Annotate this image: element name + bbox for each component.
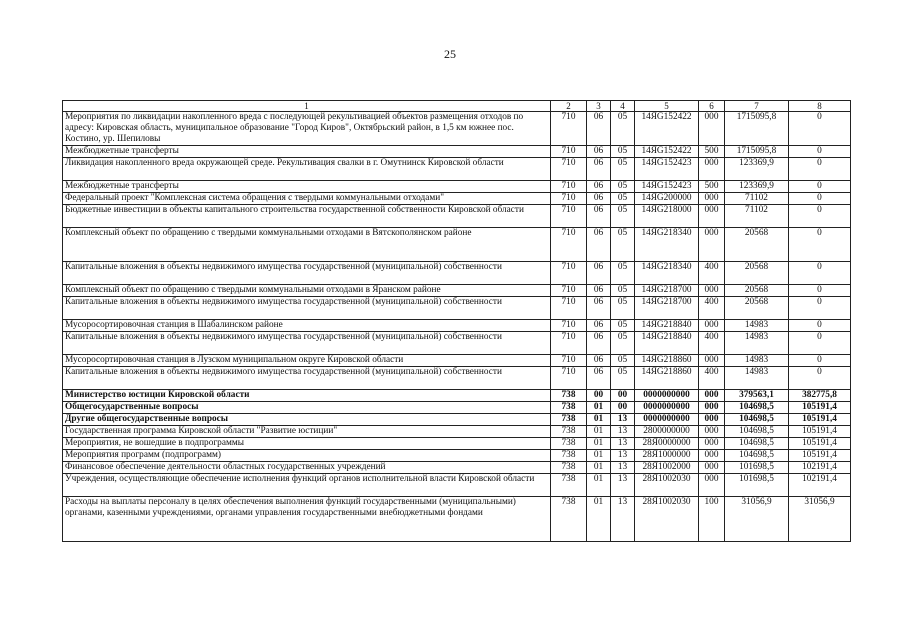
table-row	[63, 402, 851, 414]
subsection-cell: 13	[611, 474, 635, 497]
amount-year1-cell: 20568	[725, 285, 789, 297]
amount-year1-cell: 71102	[725, 205, 789, 228]
table-row	[63, 367, 851, 390]
admin-code-cell: 710	[551, 332, 587, 355]
header-cell: 1	[63, 101, 551, 112]
section-cell: 06	[587, 262, 611, 285]
admin-code-cell: 710	[551, 367, 587, 390]
subsection-cell: 05	[611, 158, 635, 181]
header-row	[63, 101, 851, 112]
name-cell: Капитальные вложения в объекты недвижимого имущества государственной (муниципальной) собственности	[63, 367, 551, 390]
subsection-cell: 05	[611, 228, 635, 262]
subsection-cell: 05	[611, 193, 635, 205]
section-cell: 06	[587, 158, 611, 181]
subsection-cell: 13	[611, 462, 635, 474]
section-cell: 06	[587, 320, 611, 332]
expense-type-cell: 000	[699, 414, 725, 426]
expense-type-cell: 000	[699, 158, 725, 181]
table-row	[63, 193, 851, 205]
expense-type-cell: 000	[699, 285, 725, 297]
target-article-cell: 14ЯG152423	[635, 181, 699, 193]
amount-year2-cell: 0	[789, 181, 851, 193]
header-cell: 7	[725, 101, 789, 112]
table-row	[63, 297, 851, 320]
amount-year1-cell: 71102	[725, 193, 789, 205]
section-cell: 01	[587, 450, 611, 462]
amount-year2-cell: 105191,4	[789, 426, 851, 438]
table-row	[63, 414, 851, 426]
target-article-cell: 14ЯG152423	[635, 158, 699, 181]
subsection-cell: 13	[611, 450, 635, 462]
amount-year2-cell: 102191,4	[789, 462, 851, 474]
subsection-cell: 05	[611, 285, 635, 297]
section-cell: 01	[587, 438, 611, 450]
amount-year2-cell: 0	[789, 367, 851, 390]
target-article-cell: 28Я1002030	[635, 474, 699, 497]
name-cell: Мусоросортировочная станция в Шабалинском районе	[63, 320, 551, 332]
table-row	[63, 438, 851, 450]
table-row	[63, 228, 851, 262]
target-article-cell: 2800000000	[635, 426, 699, 438]
admin-code-cell: 738	[551, 474, 587, 497]
name-cell: Мероприятия, не вошедшие в подпрограммы	[63, 438, 551, 450]
subsection-cell: 05	[611, 262, 635, 285]
amount-year1-cell: 14983	[725, 355, 789, 367]
target-article-cell: 14ЯG218840	[635, 320, 699, 332]
amount-year1-cell: 1715095,8	[725, 112, 789, 146]
amount-year2-cell: 0	[789, 320, 851, 332]
admin-code-cell: 710	[551, 262, 587, 285]
amount-year2-cell: 0	[789, 285, 851, 297]
section-cell: 06	[587, 297, 611, 320]
table-row	[63, 112, 851, 146]
target-article-cell: 28Я1000000	[635, 450, 699, 462]
expense-type-cell: 400	[699, 367, 725, 390]
subsection-cell: 05	[611, 297, 635, 320]
name-cell: Мероприятия программ (подпрограмм)	[63, 450, 551, 462]
table-row	[63, 158, 851, 181]
amount-year1-cell: 104698,5	[725, 414, 789, 426]
subsection-cell: 13	[611, 414, 635, 426]
amount-year1-cell: 20568	[725, 228, 789, 262]
budget-table	[62, 100, 851, 542]
admin-code-cell: 710	[551, 193, 587, 205]
table-row	[63, 426, 851, 438]
name-cell: Федеральный проект "Комплексная система обращения с твердыми коммунальными отходами"	[63, 193, 551, 205]
amount-year1-cell: 104698,5	[725, 426, 789, 438]
target-article-cell: 14ЯG218860	[635, 355, 699, 367]
target-article-cell: 14ЯG152422	[635, 112, 699, 146]
section-cell: 06	[587, 146, 611, 158]
name-cell: Комплексный объект по обращению с твердыми коммунальными отходами в Яранском районе	[63, 285, 551, 297]
table-row	[63, 146, 851, 158]
subsection-cell: 13	[611, 497, 635, 542]
admin-code-cell: 738	[551, 462, 587, 474]
admin-code-cell: 710	[551, 205, 587, 228]
section-cell: 06	[587, 285, 611, 297]
amount-year1-cell: 14983	[725, 320, 789, 332]
amount-year1-cell: 123369,9	[725, 158, 789, 181]
target-article-cell: 14ЯG200000	[635, 193, 699, 205]
admin-code-cell: 710	[551, 158, 587, 181]
name-cell: Мероприятия по ликвидации накопленного вреда с последующей рекультивацией объектов размещения отходов по адресу: Кировская область, муниципальное образование "Город Киров", Октябрьский район, в 1,5 км южнее пос. Костино, ур. Шепиловы	[63, 112, 551, 146]
table-row	[63, 320, 851, 332]
admin-code-cell: 738	[551, 402, 587, 414]
expense-type-cell: 000	[699, 462, 725, 474]
target-article-cell: 14ЯG218860	[635, 367, 699, 390]
name-cell: Межбюджетные трансферты	[63, 181, 551, 193]
expense-type-cell: 000	[699, 205, 725, 228]
name-cell: Финансовое обеспечение деятельности областных государственных учреждений	[63, 462, 551, 474]
subsection-cell: 05	[611, 112, 635, 146]
expense-type-cell: 000	[699, 390, 725, 402]
table-row	[63, 474, 851, 497]
expense-type-cell: 000	[699, 112, 725, 146]
page-number: 25	[444, 47, 456, 61]
amount-year2-cell: 0	[789, 332, 851, 355]
section-cell: 06	[587, 228, 611, 262]
admin-code-cell: 710	[551, 285, 587, 297]
amount-year1-cell: 379563,1	[725, 390, 789, 402]
subsection-cell: 05	[611, 367, 635, 390]
amount-year2-cell: 0	[789, 262, 851, 285]
amount-year1-cell: 101698,5	[725, 474, 789, 497]
name-cell: Комплексный объект по обращению с твердыми коммунальными отходами в Вятскополянском районе	[63, 228, 551, 262]
amount-year2-cell: 102191,4	[789, 474, 851, 497]
table-row	[63, 450, 851, 462]
admin-code-cell: 738	[551, 414, 587, 426]
table-row	[63, 355, 851, 367]
name-cell: Расходы на выплаты персоналу в целях обеспечения выполнения функций государственными (муниципальными) органами, казенными учреждениями, органами управления государственными внебюджетными фондами	[63, 497, 551, 542]
amount-year2-cell: 0	[789, 297, 851, 320]
table-row	[63, 497, 851, 542]
amount-year2-cell: 31056,9	[789, 497, 851, 542]
name-cell: Другие общегосударственные вопросы	[63, 414, 551, 426]
amount-year2-cell: 382775,8	[789, 390, 851, 402]
expense-type-cell: 400	[699, 332, 725, 355]
expense-type-cell: 500	[699, 181, 725, 193]
header-cell: 3	[587, 101, 611, 112]
amount-year1-cell: 31056,9	[725, 497, 789, 542]
amount-year1-cell: 104698,5	[725, 438, 789, 450]
name-cell: Мусоросортировочная станция в Лузском муниципальном округе Кировской области	[63, 355, 551, 367]
amount-year2-cell: 105191,4	[789, 438, 851, 450]
admin-code-cell: 710	[551, 355, 587, 367]
expense-type-cell: 000	[699, 320, 725, 332]
section-cell: 01	[587, 426, 611, 438]
section-cell: 01	[587, 474, 611, 497]
expense-type-cell: 000	[699, 228, 725, 262]
admin-code-cell: 738	[551, 438, 587, 450]
table-row	[63, 390, 851, 402]
admin-code-cell: 738	[551, 497, 587, 542]
subsection-cell: 00	[611, 390, 635, 402]
section-cell: 01	[587, 414, 611, 426]
amount-year1-cell: 20568	[725, 297, 789, 320]
name-cell: Бюджетные инвестиции в объекты капитального строительства государственной собственности Кировской области	[63, 205, 551, 228]
subsection-cell: 05	[611, 205, 635, 228]
admin-code-cell: 710	[551, 181, 587, 193]
target-article-cell: 14ЯG218340	[635, 262, 699, 285]
name-cell: Капитальные вложения в объекты недвижимого имущества государственной (муниципальной) собственности	[63, 297, 551, 320]
subsection-cell: 13	[611, 438, 635, 450]
amount-year1-cell: 123369,9	[725, 181, 789, 193]
target-article-cell: 28Я1002030	[635, 497, 699, 542]
expense-type-cell: 400	[699, 262, 725, 285]
section-cell: 06	[587, 193, 611, 205]
target-article-cell: 28Я0000000	[635, 438, 699, 450]
admin-code-cell: 710	[551, 320, 587, 332]
table-row	[63, 205, 851, 228]
section-cell: 06	[587, 205, 611, 228]
subsection-cell: 13	[611, 426, 635, 438]
header-cell: 5	[635, 101, 699, 112]
name-cell: Межбюджетные трансферты	[63, 146, 551, 158]
target-article-cell: 28Я1002000	[635, 462, 699, 474]
subsection-cell: 05	[611, 355, 635, 367]
expense-type-cell: 000	[699, 402, 725, 414]
table-row	[63, 462, 851, 474]
target-article-cell: 0000000000	[635, 402, 699, 414]
target-article-cell: 14ЯG218700	[635, 297, 699, 320]
section-cell: 01	[587, 462, 611, 474]
admin-code-cell: 738	[551, 390, 587, 402]
expense-type-cell: 000	[699, 450, 725, 462]
header-cell: 6	[699, 101, 725, 112]
section-cell: 06	[587, 355, 611, 367]
name-cell: Общегосударственные вопросы	[63, 402, 551, 414]
subsection-cell: 00	[611, 402, 635, 414]
expense-type-cell: 100	[699, 497, 725, 542]
section-cell: 06	[587, 332, 611, 355]
section-cell: 06	[587, 181, 611, 193]
expense-type-cell: 000	[699, 193, 725, 205]
target-article-cell: 14ЯG218000	[635, 205, 699, 228]
subsection-cell: 05	[611, 181, 635, 193]
admin-code-cell: 710	[551, 112, 587, 146]
admin-code-cell: 738	[551, 426, 587, 438]
expense-type-cell: 000	[699, 355, 725, 367]
header-cell: 4	[611, 101, 635, 112]
header-cell: 8	[789, 101, 851, 112]
name-cell: Государственная программа Кировской области "Развитие юстиции"	[63, 426, 551, 438]
table-row	[63, 285, 851, 297]
expense-type-cell: 000	[699, 474, 725, 497]
section-cell: 06	[587, 112, 611, 146]
amount-year2-cell: 0	[789, 158, 851, 181]
section-cell: 01	[587, 497, 611, 542]
name-cell: Ликвидация накопленного вреда окружающей среде. Рекультивация свалки в г. Омутнинск Кировской области	[63, 158, 551, 181]
name-cell: Учреждения, осуществляющие обеспечение исполнения функций органов исполнительной власти Кировской области	[63, 474, 551, 497]
target-article-cell: 14ЯG218840	[635, 332, 699, 355]
admin-code-cell: 738	[551, 450, 587, 462]
amount-year1-cell: 104698,5	[725, 450, 789, 462]
expense-type-cell: 000	[699, 426, 725, 438]
amount-year2-cell: 0	[789, 228, 851, 262]
amount-year2-cell: 0	[789, 193, 851, 205]
amount-year2-cell: 0	[789, 112, 851, 146]
name-cell: Министерство юстиции Кировской области	[63, 390, 551, 402]
amount-year2-cell: 0	[789, 205, 851, 228]
subsection-cell: 05	[611, 320, 635, 332]
table-row	[63, 262, 851, 285]
target-article-cell: 14ЯG218700	[635, 285, 699, 297]
target-article-cell: 0000000000	[635, 414, 699, 426]
section-cell: 06	[587, 367, 611, 390]
amount-year1-cell: 1715095,8	[725, 146, 789, 158]
expense-type-cell: 400	[699, 297, 725, 320]
amount-year2-cell: 0	[789, 355, 851, 367]
target-article-cell: 0000000000	[635, 390, 699, 402]
amount-year2-cell: 105191,4	[789, 450, 851, 462]
target-article-cell: 14ЯG218340	[635, 228, 699, 262]
amount-year1-cell: 20568	[725, 262, 789, 285]
amount-year1-cell: 104698,5	[725, 402, 789, 414]
expense-type-cell: 500	[699, 146, 725, 158]
amount-year1-cell: 14983	[725, 367, 789, 390]
amount-year1-cell: 101698,5	[725, 462, 789, 474]
name-cell: Капитальные вложения в объекты недвижимого имущества государственной (муниципальной) собственности	[63, 262, 551, 285]
section-cell: 01	[587, 402, 611, 414]
subsection-cell: 05	[611, 146, 635, 158]
header-cell: 2	[551, 101, 587, 112]
amount-year2-cell: 0	[789, 146, 851, 158]
amount-year2-cell: 105191,4	[789, 414, 851, 426]
target-article-cell: 14ЯG152422	[635, 146, 699, 158]
amount-year1-cell: 14983	[725, 332, 789, 355]
table-row	[63, 181, 851, 193]
expense-type-cell: 000	[699, 438, 725, 450]
admin-code-cell: 710	[551, 228, 587, 262]
admin-code-cell: 710	[551, 146, 587, 158]
table-row	[63, 332, 851, 355]
subsection-cell: 05	[611, 332, 635, 355]
amount-year2-cell: 105191,4	[789, 402, 851, 414]
admin-code-cell: 710	[551, 297, 587, 320]
name-cell: Капитальные вложения в объекты недвижимого имущества государственной (муниципальной) собственности	[63, 332, 551, 355]
section-cell: 00	[587, 390, 611, 402]
